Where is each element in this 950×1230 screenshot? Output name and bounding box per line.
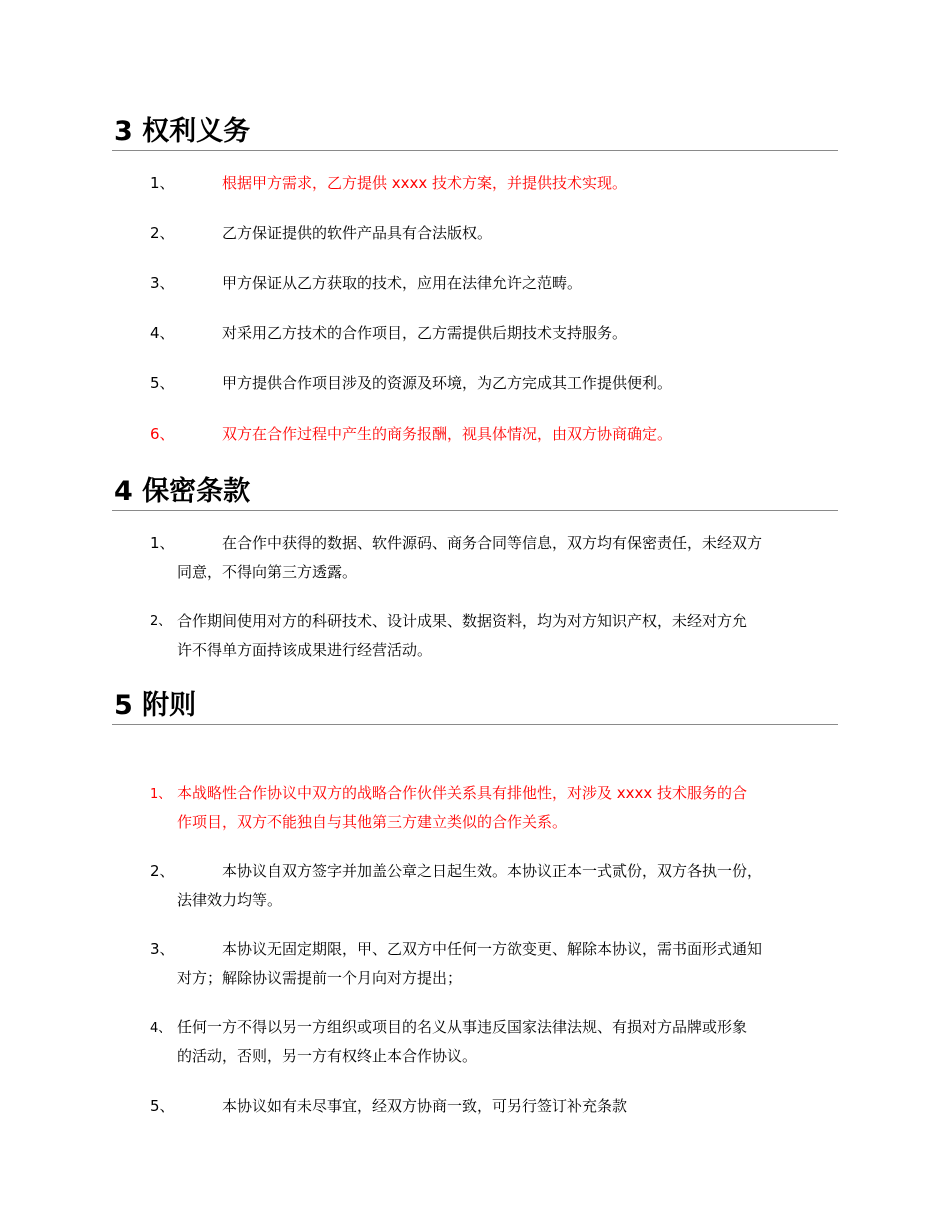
list-item-line: 的活动，否则，另一方有权终止本合作协议。 bbox=[177, 1047, 478, 1065]
section-heading-3 bbox=[112, 108, 838, 151]
list-item-line: 本协议如有未尽事宜，经双方协商一致，可另行签订补充条款 bbox=[222, 1097, 628, 1115]
list-item-line: 同意，不得向第三方透露。 bbox=[177, 563, 358, 581]
section-heading-5 bbox=[112, 682, 838, 725]
list-number: 4、 bbox=[150, 324, 175, 342]
section-title: 5 附则 bbox=[114, 690, 197, 721]
list-number: 2、 bbox=[150, 224, 175, 242]
list-number: 6、 bbox=[150, 425, 175, 443]
list-number: 3、 bbox=[150, 274, 175, 292]
list-item-text: 乙方保证提供的软件产品具有合法版权。 bbox=[222, 224, 493, 242]
list-number: 5、 bbox=[150, 1097, 175, 1115]
list-number: 1、 bbox=[150, 174, 175, 192]
list-item-line: 任何一方不得以另一方组织或项目的名义从事违反国家法律法规、有损对方品牌或形象 bbox=[177, 1018, 748, 1036]
list-item-line: 作项目，双方不能独自与其他第三方建立类似的合作关系。 bbox=[177, 813, 568, 831]
list-item-line: 对方；解除协议需提前一个月向对方提出； bbox=[177, 969, 463, 987]
list-number: 2、 bbox=[150, 614, 172, 629]
list-number: 2、 bbox=[150, 862, 175, 880]
section-title: 4 保密条款 bbox=[114, 476, 251, 507]
section-heading-4 bbox=[112, 468, 838, 511]
list-item-line: 本协议自双方签字并加盖公章之日起生效。本协议正本一式贰份，双方各执一份， bbox=[222, 862, 763, 880]
list-number: 3、 bbox=[150, 940, 175, 958]
list-item-line: 法律效力均等。 bbox=[177, 891, 283, 909]
list-item-text: 对采用乙方技术的合作项目，乙方需提供后期技术支持服务。 bbox=[222, 324, 628, 342]
list-number: 5、 bbox=[150, 374, 175, 392]
list-item-line: 本协议无固定期限，甲、乙双方中任何一方欲变更、解除本协议，需书面形式通知 bbox=[222, 940, 763, 958]
section-title: 3 权利义务 bbox=[114, 116, 251, 147]
list-item-text: 双方在合作过程中产生的商务报酬，视具体情况，由双方协商确定。 bbox=[222, 425, 673, 443]
list-item-text: 甲方提供合作项目涉及的资源及环境，为乙方完成其工作提供便利。 bbox=[222, 374, 673, 392]
list-item-line: 合作期间使用对方的科研技术、设计成果、数据资料，均为对方知识产权，未经对方允 bbox=[177, 612, 748, 630]
list-item-text: 根据甲方需求，乙方提供 xxxx 技术方案，并提供技术实现。 bbox=[222, 174, 628, 192]
list-item-line: 许不得单方面持该成果进行经营活动。 bbox=[177, 641, 433, 659]
list-number: 1、 bbox=[150, 787, 172, 802]
list-number: 1、 bbox=[150, 534, 175, 552]
list-item-line: 在合作中获得的数据、软件源码、商务合同等信息，双方均有保密责任，未经双方 bbox=[222, 534, 763, 552]
list-number: 4、 bbox=[150, 1021, 172, 1036]
list-item-text: 甲方保证从乙方获取的技术，应用在法律允许之范畴。 bbox=[222, 274, 583, 292]
list-item-line: 本战略性合作协议中双方的战略合作伙伴关系具有排他性，对涉及 xxxx 技术服务的合 bbox=[177, 784, 748, 802]
